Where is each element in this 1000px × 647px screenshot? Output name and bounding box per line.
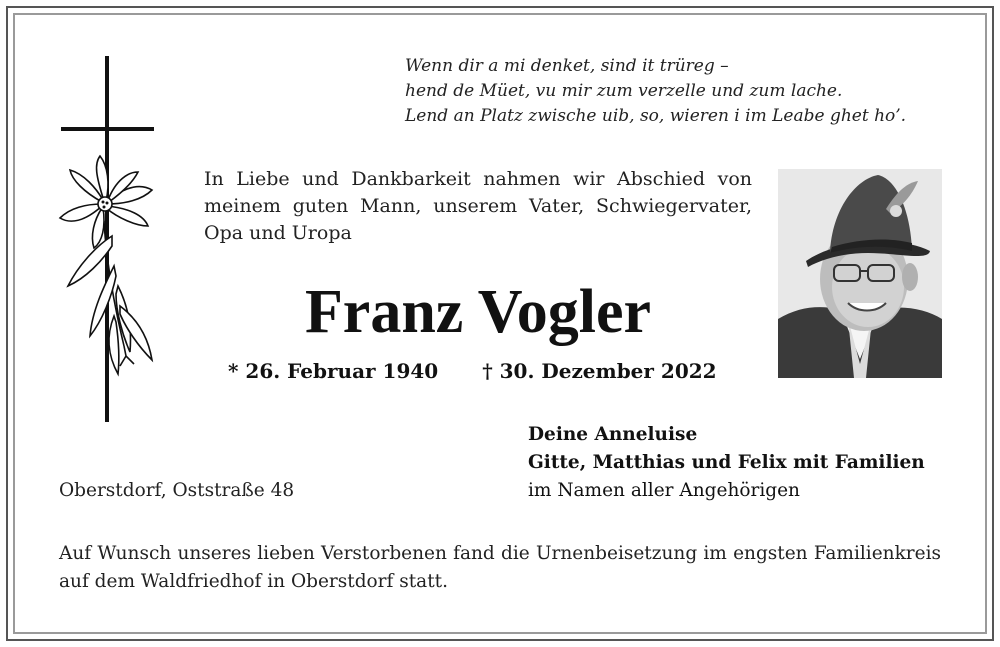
address: Oberstdorf, Oststraße 48 (59, 480, 295, 501)
deceased-name: Franz Vogler (304, 278, 652, 346)
burial-notice: Auf Wunsch unseres lieben Verstorbenen fand die Urnenbeisetzung im engsten Familienkreis auf dem Waldfriedhof in Oberstdorf statt. (59, 543, 941, 592)
mourner-line-1: Deine Anneluise (528, 424, 698, 445)
intro-text: In Liebe und Dankbarkeit nahmen wir Abschied von meinem guten Mann, unserem Vater, Schwiegervater, Opa und Uropa (204, 168, 752, 244)
mourner-line-2: Gitte, Matthias und Felix mit Familien (528, 452, 925, 473)
cross-icon (56, 56, 166, 426)
death-date: † 30. Dezember 2022 (482, 359, 717, 383)
poem (405, 54, 965, 129)
life-dates (228, 357, 717, 385)
mourners (528, 421, 925, 505)
poem-line: Wenn dir a mi denket, sind it trüreg – (405, 56, 729, 76)
cross-with-edelweiss (56, 56, 166, 426)
portrait-photo (778, 169, 942, 378)
poem-line: hend de Müet, vu mir zum verzelle und zum lache. (405, 81, 843, 101)
mourner-line-3: im Namen aller Angehörigen (528, 480, 800, 501)
poem-line: Lend an Platz zwische uib, so, wieren i im Leabe ghet ho’. (405, 106, 907, 126)
birth-date: * 26. Februar 1940 (228, 359, 439, 383)
